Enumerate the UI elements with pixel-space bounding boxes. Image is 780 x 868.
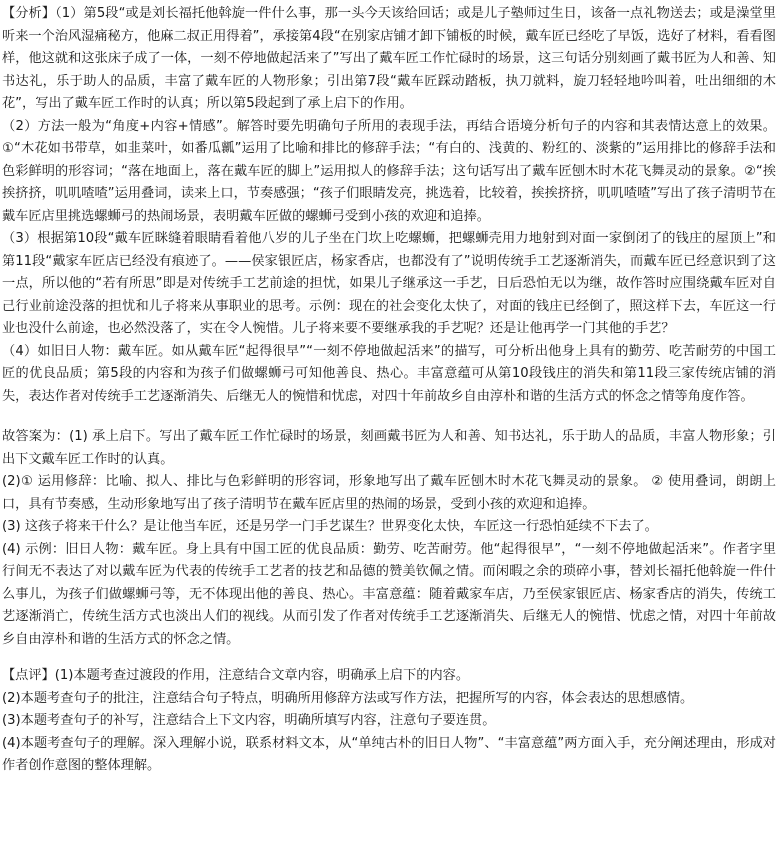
answer-paragraph-2: (2)① 运用修辞：比喻、拟人、排比与色彩鲜明的形容词，形象地写出了戴车匠刨木时木花飞舞灵动的景象。 ② 使用叠词，朗朗上口，具有节奏感，生动形象地写出了孩子清明节在戴车匠店里的热闹的场景，受到小孩的欢迎和追捧。 bbox=[2, 474, 776, 512]
answer-paragraph-1: 故答案为：(1) 承上启下。写出了戴车匠工作忙碌时的场景，刻画戴书匠为人和善、知书达礼，乐于助人的品质，丰富人物形象；引出下文戴车匠工作时的认真。 bbox=[2, 429, 776, 467]
analysis-paragraph-3: （3）根据第10段“戴车匠眯缝着眼睛看着他八岁的儿子坐在门坎上吃螺蛳，把螺蛳壳用力地射到对面一家倒闭了的钱庄的屋顶上”和第11段“戴家车匠店已经没有痕迹了。——侯家银匠店，杨家香店，也都没有了”说明传统手工艺逐渐消失，而戴车匠已经意识到了这一点，所以他的“若有所思”即是对传统手工艺前途的担忧，如果儿子继承这一手艺，日后恐怕无以为继，故作答时应围绕戴车匠对自己行业前途没落的担忧和儿子将来从事职业的思考。示例：现在的社会变化太快了，对面的钱庄已经倒了，照这样下去，车匠这一行业也没什么前途，也必然没落了，实在令人惋惜。儿子将来要不要继承我的手艺呢？还是让他再学一门其他的手艺？ bbox=[2, 231, 776, 336]
comment-section bbox=[2, 665, 776, 778]
comment-paragraph-3: (3)本题考查句子的补写，注意结合上下文内容，明确所填写内容，注意句子要连贯。 bbox=[2, 713, 496, 728]
analysis-paragraph-1: 【分析】（1）第5段“或是刘长福托他斡旋一件什么事，那一头今天该给回话；或是儿子塾师过生日，该备一点礼物送去；或是澡堂里听来一个治风湿痛秘方，他麻二叔正用得着”，承接第4段“在别家店铺才卸下铺板的时候，戴车匠已经吃了早饭，选好了材料，看看图样，他这就和这张床子成了一体，一刻不停地做起活来了”写出了戴车匠工作忙碌时的场景，这三句话分别刻画了戴书匠为人和善、知书达礼，乐于助人的品质，丰富了戴车匠的人物形象；引出第7段“戴车匠踩动踏板，执刀就料，旋刀轻轻地吟叫着，吐出细细的木花”，写出了戴车匠工作时的认真；所以第5段起到了承上启下的作用。 bbox=[2, 6, 776, 111]
section-spacer bbox=[2, 651, 776, 665]
analysis-paragraph-2: （2）方法一般为“角度+内容+情感”。解答时要先明确句子所用的表现手法，再结合语境分析句子的内容和其表情达意上的效果。①“木花如书带草，如韭菜叶，如番瓜瓤”运用了比喻和排比的修辞手法；“有白的、浅黄的、粉红的、淡紫的”运用排比的修辞手法和色彩鲜明的形容词；“落在地面上，落在戴车匠的脚上”运用拟人的修辞手法；这句话写出了戴车匠刨木时木花飞舞灵动的景象。②“挨挨挤挤，叽叽喳喳”运用叠词，读来上口，节奏感强；“孩子们眼睛发亮，挑选着，比较着，挨挨挤挤，叽叽喳喳”写出了孩子清明节在戴车匠店里挑选螺蛳弓的热闹场景，表明戴车匠做的螺蛳弓受到小孩的欢迎和追捧。 bbox=[2, 118, 776, 224]
answer-paragraph-4: (4) 示例：旧日人物：戴车匠。身上具有中国工匠的优良品质：勤劳、吃苦耐劳。他“起得很早”，“一刻不停地做起活来”。作者字里行间无不表达了对以戴车匠为代表的传统手工艺者的技艺和品德的赞美钦佩之情。而闲暇之余的琐碎小事，替刘长福托他斡旋一件什么事儿，为孩子们做螺蛳弓等，无不体现出他的善良、热心。丰富意蕴：随着戴家车店，乃至侯家银匠店、杨家香店的消失，传统工艺逐渐消亡，传统生活方式也淡出人们的视线。从而引发了作者对传统手工艺逐渐消失、后继无人的惋惜、忧虑之情，对四十年前故乡自由淳朴和谐的生活方式的怀念之情。 bbox=[2, 541, 776, 647]
analysis-paragraph-4: （4）如旧日人物：戴车匠。如从戴车匠“起得很早”“一刻不停地做起活来”的描写，可分析出他身上具有的勤劳、吃苦耐劳的中国工匠的优良品质；第5段的内容和为孩子们做螺蛳弓可知他善良、热心。丰富意蕴可从第10段钱庄的消失和第11段三家传统店铺的消失，表达作者对传统手工艺逐渐消失、后继无人的惋惜和忧虑，对四十年前故乡自由淳朴和谐的生活方式的怀念之情等角度作答。 bbox=[2, 343, 776, 404]
comment-paragraph-1: 【点评】(1)本题考查过渡段的作用，注意结合文章内容，明确承上启下的内容。 bbox=[2, 668, 470, 683]
section-spacer bbox=[2, 408, 776, 426]
comment-paragraph-4: (4)本题考查句子的理解。深入理解小说，联系材料文本，从“单纯古朴的旧日人物”、“丰富意蕴”两方面入手，充分阐述理由，形成对作者创作意图的整体理解。 bbox=[2, 735, 776, 773]
analysis-section bbox=[2, 3, 776, 408]
answer-paragraph-3: (3) 这孩子将来干什么？是让他当车匠，还是另学一门手艺谋生？世界变化太快，车匠这一行恐怕延续不下去了。 bbox=[2, 519, 658, 534]
answer-section bbox=[2, 426, 776, 651]
comment-paragraph-2: (2)本题考查句子的批注，注意结合句子特点，明确所用修辞方法或写作方法，把握所写的内容，体会表达的思想感情。 bbox=[2, 690, 694, 706]
